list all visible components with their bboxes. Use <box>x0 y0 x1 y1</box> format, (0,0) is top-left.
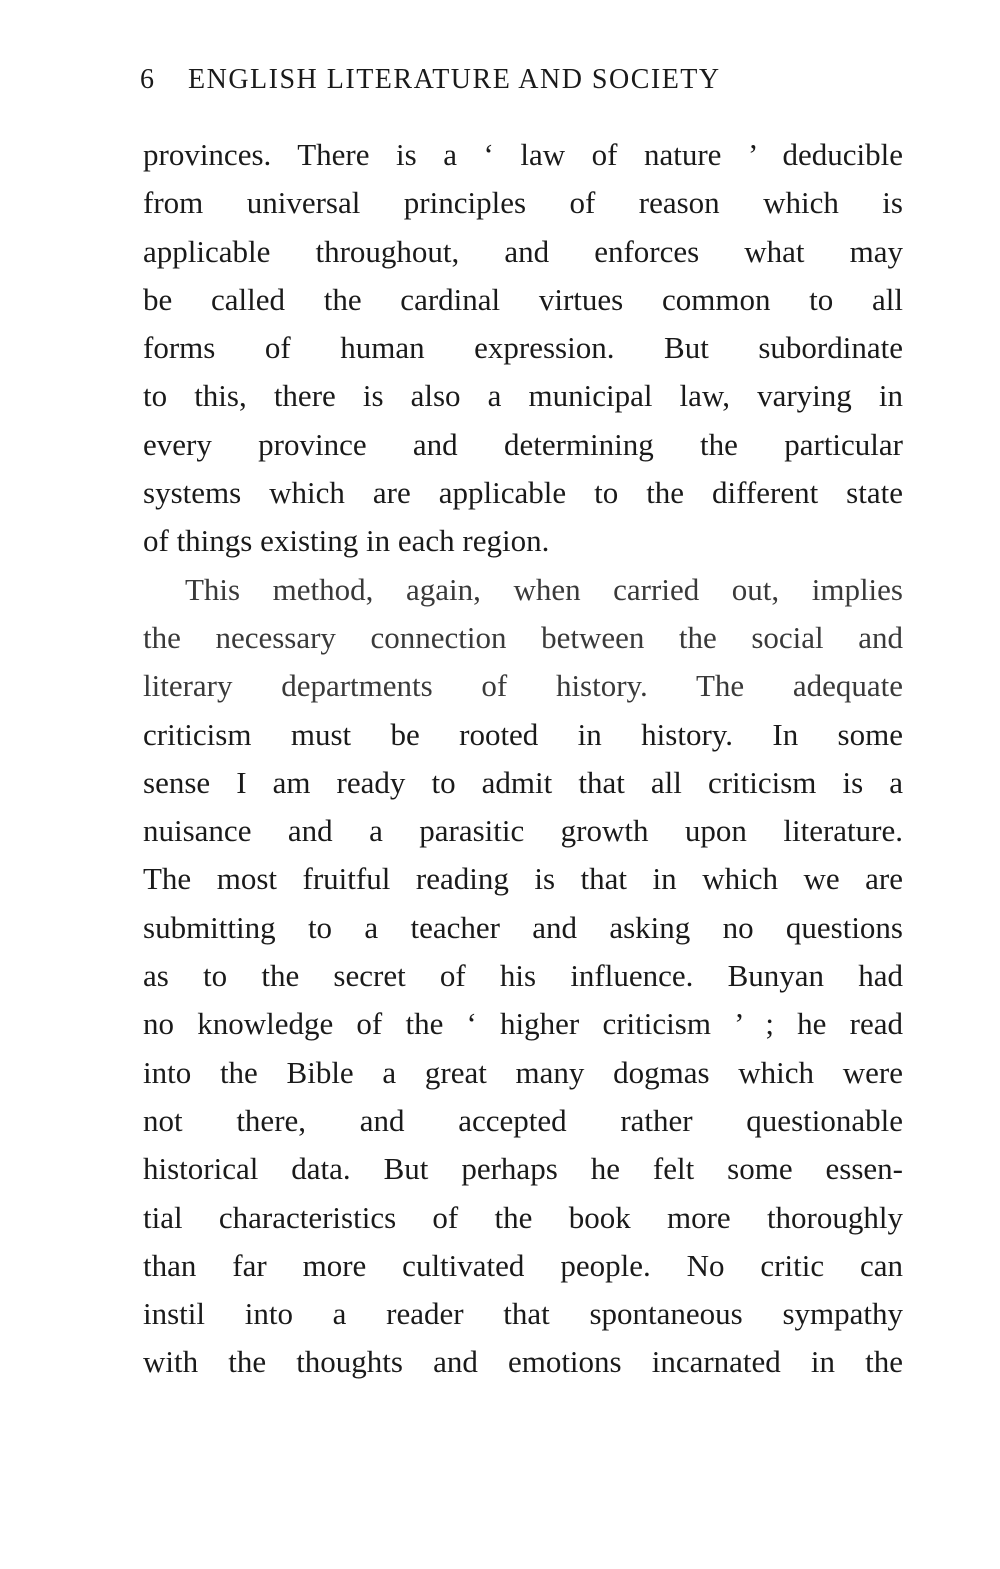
running-head <box>140 64 880 112</box>
text-line: sense I am ready to admit that all criticism is a <box>143 764 903 800</box>
text-line: of things existing in each region. <box>143 523 550 559</box>
text-line: the necessary connection between the social and <box>143 619 903 655</box>
text-line: from universal principles of reason which is <box>143 185 903 221</box>
text-line: to this, there is also a municipal law, varying in <box>143 378 903 414</box>
text-line: every province and determining the particular <box>143 426 903 462</box>
text-line: criticism must be rooted in history. In some <box>143 716 903 752</box>
text-line: be called the cardinal virtues common to all <box>143 281 903 317</box>
text-line: instil into a reader that spontaneous sympathy <box>143 1296 903 1332</box>
text-line: submitting to a teacher and asking no questions <box>143 909 903 945</box>
text-line: into the Bible a great many dogmas which were <box>143 1054 903 1090</box>
text-line: applicable throughout, and enforces what may <box>143 233 903 269</box>
text-line: This method, again, when carried out, implies <box>185 571 903 607</box>
running-title: ENGLISH LITERATURE AND SOCIETY <box>188 64 721 95</box>
text-line: forms of human expression. But subordinate <box>143 330 903 366</box>
text-line: not there, and accepted rather questionable <box>143 1102 903 1138</box>
body-text <box>143 131 903 1387</box>
text-line: than far more cultivated people. No critic can <box>143 1247 903 1283</box>
text-line: nuisance and a parasitic growth upon literature. <box>143 813 903 849</box>
page-number: 6 <box>140 64 156 95</box>
text-line: The most fruitful reading is that in which we are <box>143 861 903 897</box>
text-line: systems which are applicable to the different state <box>143 475 903 511</box>
text-line: provinces. There is a ‘ law of nature ’ deducible <box>143 137 903 172</box>
text-line: with the thoughts and emotions incarnated in the <box>143 1344 903 1380</box>
text-line: no knowledge of the ‘ higher criticism ’ ; he read <box>143 1006 903 1042</box>
text-line: literary departments of history. The adequate <box>143 668 903 704</box>
text-line: as to the secret of his influence. Bunyan had <box>143 958 903 994</box>
text-line: historical data. But perhaps he felt some essen- <box>143 1151 903 1187</box>
text-line: tial characteristics of the book more thoroughly <box>143 1199 903 1235</box>
